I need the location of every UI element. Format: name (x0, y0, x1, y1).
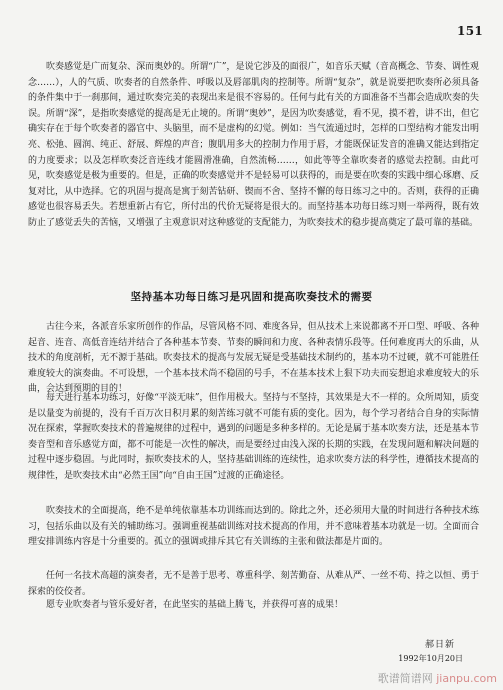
author-signature: 郝日新 (424, 640, 455, 650)
date-line: 1992年10月20日 (398, 654, 463, 663)
body-paragraph: 古往今来，各派音乐家所创作的作品，尽管风格不同、难度各异，但从技术上来说都离不开口型、呼吸、各种起音、连音、高低音连结并结合了各种基本节奏、节奏的瞬间和力度、各种表情乐段等。任何难度再大的乐曲，从技术的角度剖析，无不源于基础。吹奏技术的提高与发展无疑是受基础技术制约的，基本功不过硬，就不可能胜任难度较大的演奏曲。不可设想，一个基本技术尚不稳固的号手，不在基本技术上狠下功夫而妄想追求难度较大的乐曲，会达到预期的目的！ (28, 322, 479, 395)
site-watermark (378, 670, 497, 686)
watermark-site-name: 歌谱简谱网 (377, 672, 433, 685)
body-paragraph: 愿专业吹奏者与管乐爱好者，在此坚实的基础上腾飞，并获得可喜的成果！ (46, 600, 344, 610)
watermark-url: jianpu.com (436, 672, 497, 685)
body-paragraph: 吹奏感觉是广而复杂、深而奥妙的。所谓“广”，是说它涉及的面很广，如音乐天赋（音高概念、节奏、调性观念……），人的气质、吹奏者的自然条件、呼吸以及唇部肌肉的控制等。所谓“复杂”，就是说要把吹奏所必须具备的条件集中于一刹那间，通过吹奏完美的表现出来是很不容易的。任何与此有关的方面准备不当都会造成吹奏的失误。所谓“深”，是指吹奏感觉的提高是无止境的。所谓“奥妙”，是因为吹奏感觉，看不见，摸不着，讲不出，但它确实存在于每个吹奏者的器官中、头脑里，而不是虚构的幻觉。例如：当气流通过时，怎样的口型结构才能发出明亮、松弛、圆润、纯正、舒展、辉煌的声音；腹肌用多大的控制力作用于唇，才能既保证发音的准确又能达到指定的力度要求；以及怎样吹奏泛音连线才能圆滑准确，自然流畅……，如此等等全靠吹奏者的感觉去控制。由此可见，吹奏感觉是极为重要的。但是，正确的吹奏感觉并不是轻易可以获得的，而是要在吹奏的实践中细心琢磨、反复对比，从中选择。它的巩固与提高是寓于刻苦钻研、锲而不舍、坚持不懈的每日练习之中的。否则，获得的正确感觉也很容易丢失。若想重新占有它，所付出的代价无疑将是很大的。而坚持基本功每日练习则一举两得，既有效防止了感觉丢失的苦恼，又增强了主观意识对这种感觉的支配能力，为吹奏技术的稳步提高奠定了最可靠的基础。 (28, 62, 479, 228)
body-paragraph: 任何一名技术高超的演奏者，无不是善于思考、尊重科学、刻苦勤奋、从难从严、一丝不苟、持之以恒、勇于探索的佼佼者。 (28, 571, 479, 597)
page-number: 151 (457, 24, 483, 38)
section-heading: 坚持基本功每日练习是巩固和提高吹奏技术的需要 (130, 291, 373, 303)
body-paragraph: 每天进行基本功练习，好像“平淡无味”，但作用极大。坚持与不坚持，其效果是大不一样的。众所周知，质变是以量变为前提的，没有千百万次日积月累的刻苦练习就不可能有质的变化。因为，每个学习者结合自身的实际情况在探索，掌握吹奏技术的普遍规律的过程中，遇到的问题是多种多样的。无论是属于基本吹奏方法，还是基本节奏音型和音乐感觉方面，都不可能是一次性的解决，而是要经过由浅入深的长期的实践，在发现问题和解决问题的过程中逐步稳固。与此同时，振吹奏技术的人，坚持基础训练的连续性，追求吹奏方法的科学性，遵循技术提高的规律性，是吹奏技术由“必然王国”向“自由王国”过渡的正确途径。 (28, 393, 479, 481)
body-paragraph: 吹奏技术的全面提高，绝不是单纯依靠基本功训练而达到的。除此之外，还必须用大量的时间进行各种技术练习，包括乐曲以及有关的辅助练习。强调重视基础训练对技术提高的作用，并不意味着基本功就是一切。全面而合理安排训练内容是十分重要的。孤立的强调或排斥其它有关训练的主张和做法都是片面的。 (28, 506, 479, 548)
